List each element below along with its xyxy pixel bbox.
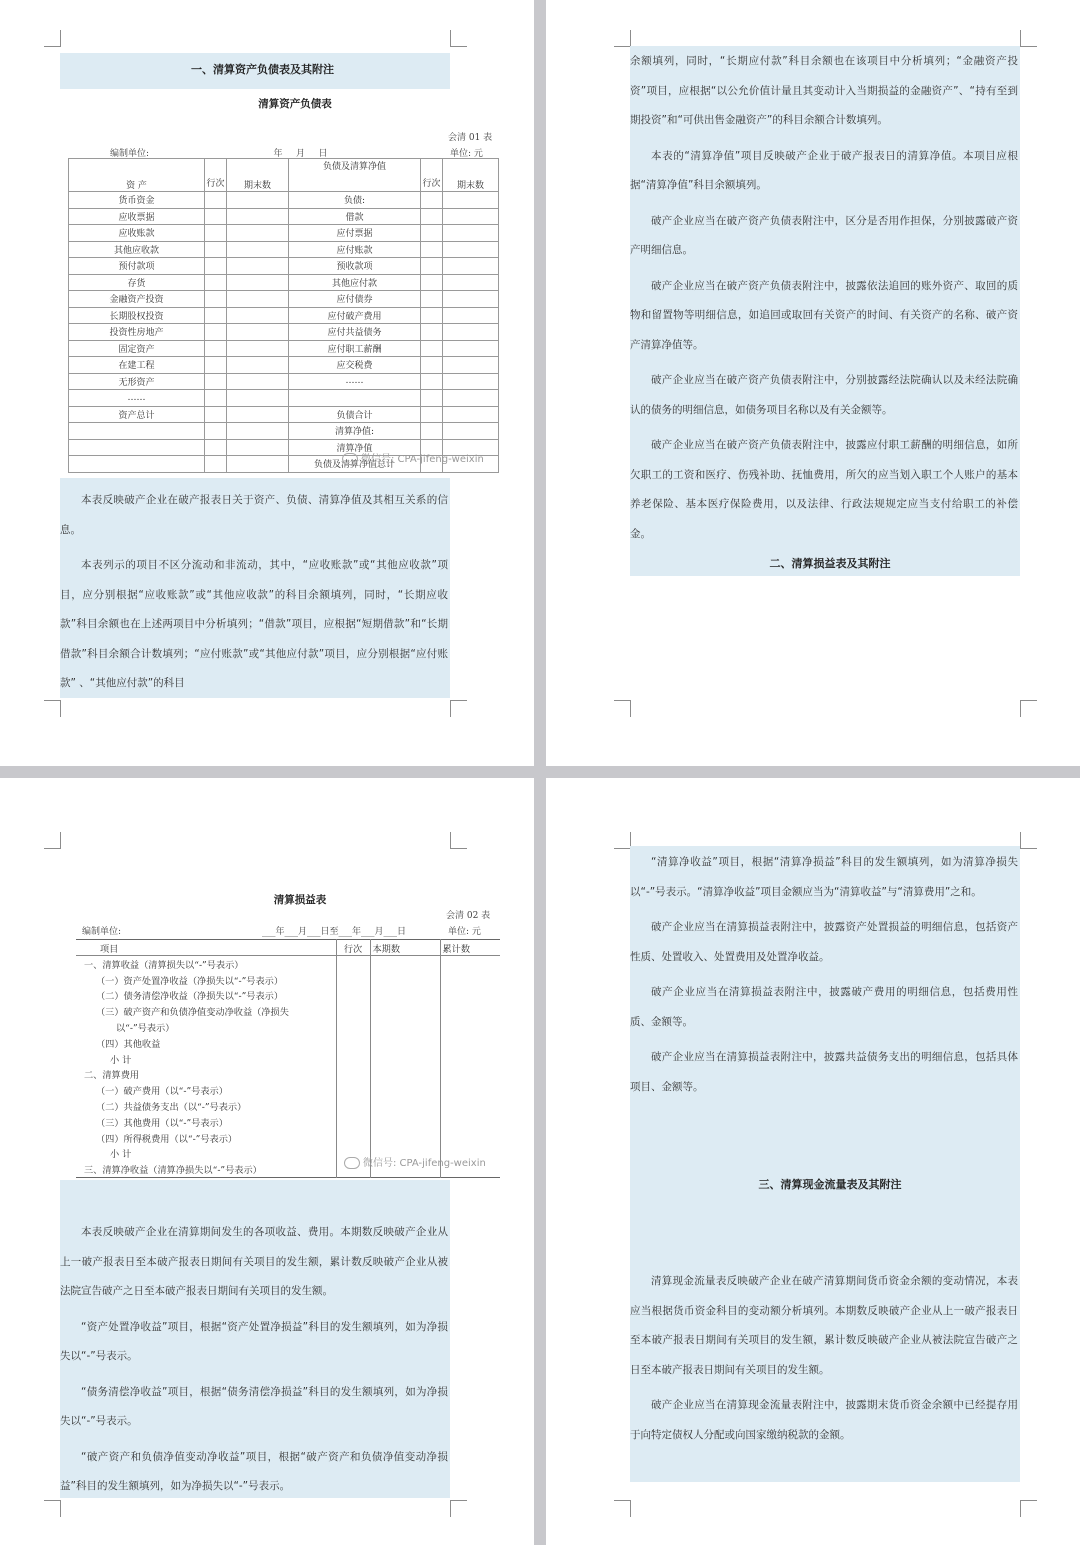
- row-no-cell: [336, 1130, 370, 1146]
- amount-cell: [227, 258, 289, 275]
- asset-item: [69, 423, 205, 440]
- row-no-cell: [205, 340, 227, 357]
- asset-item: 存货: [69, 274, 205, 291]
- liability-item: 应付共益债务: [289, 324, 421, 341]
- paragraph: 本表反映破产企业在清算期间发生的各项收益、费用。本期数反映破产企业从上一破产报表日至本破产报表日期间有关项目的发生额，累计数反映破产企业从被法院宣告破产之日至本破产报表日期间有关项目的发生额。: [60, 1226, 448, 1297]
- crop-mark: [614, 832, 631, 849]
- row-no-cell: [205, 241, 227, 258]
- income-statement-table: [76, 939, 500, 1178]
- crop-mark: [450, 700, 467, 717]
- row-no-cell: [421, 274, 443, 291]
- header-current: 本期数: [370, 940, 440, 956]
- row-no-cell: [205, 423, 227, 440]
- amount-cell: [227, 225, 289, 242]
- table-row: [76, 1067, 500, 1083]
- asset-item: 在建工程: [69, 357, 205, 374]
- page-1: [0, 0, 534, 766]
- paragraph: 余额填列，同时，“长期应付款”科目余额也在该项目中分析填列；“金融资产投资”项目，应根据“以公允价值计量且其变动计入当期损益的金融资产”、“持有至到期投资”和“可供出售金融资产”的科目余额合计数填列。: [630, 55, 1018, 126]
- watermark-text: 微信号: CPA-jifeng-weixin: [363, 1158, 486, 1169]
- form-code: 会清 01 表: [448, 133, 493, 143]
- current-cell: [370, 1114, 440, 1130]
- row-no-cell: [421, 241, 443, 258]
- table-row: [76, 1019, 500, 1035]
- liability-item: 应付票据: [289, 225, 421, 242]
- row-no-cell: [421, 340, 443, 357]
- crop-mark: [44, 832, 61, 849]
- asset-item: 应收账款: [69, 225, 205, 242]
- row-no-cell: [421, 192, 443, 209]
- header-assets: 资 产: [69, 159, 205, 192]
- item-label: （一）破产费用（以“-”号表示）: [96, 1086, 228, 1098]
- table-row: [69, 324, 499, 341]
- amount-cell: [443, 291, 499, 308]
- liability-item: 负债合计: [289, 406, 421, 423]
- cumulative-cell: [440, 1051, 500, 1067]
- amount-cell: [443, 357, 499, 374]
- liability-item: 应付债券: [289, 291, 421, 308]
- balance-sheet-table: [68, 158, 499, 473]
- section-title: 二、清算损益表及其附注: [769, 557, 891, 570]
- amount-cell: [227, 423, 289, 440]
- row-no-cell: [421, 390, 443, 407]
- form-title: 清算资产负债表: [258, 98, 332, 110]
- current-cell: [370, 1051, 440, 1067]
- paragraph: “清算净收益”项目，根据“清算净损益”科目的发生额填列，如为清算净损失以“-”号表示。“清算净收益”项目金额应当为“清算收益”与“清算费用”之和。: [630, 856, 1018, 898]
- amount-cell: [443, 324, 499, 341]
- header-liabilities: 负债及清算净值: [289, 159, 421, 192]
- item-label: 小 计: [110, 1054, 132, 1066]
- crop-mark: [614, 700, 631, 717]
- liability-item: ……: [289, 373, 421, 390]
- crop-mark: [44, 30, 61, 47]
- paragraph: 破产企业应当在清算损益表附注中，披露资产处置损益的明细信息，包括资产性质、处置收入、处置费用及处置净收益。: [630, 921, 1018, 963]
- header-row-no-2: 行次: [421, 159, 443, 192]
- row-no-cell: [421, 406, 443, 423]
- asset-item: 固定资产: [69, 340, 205, 357]
- table-row: [69, 208, 499, 225]
- crop-mark: [450, 1500, 467, 1517]
- amount-cell: [227, 307, 289, 324]
- watermark-text: 微信号: CPA-jifeng-weixin: [361, 454, 484, 465]
- item-label: （二）共益债务支出（以“-”号表示）: [96, 1102, 247, 1114]
- table-row: [69, 423, 499, 440]
- liability-item: 负债:: [289, 192, 421, 209]
- cumulative-cell: [440, 1003, 500, 1019]
- liability-item: 其他应付款: [289, 274, 421, 291]
- row-no-cell: [336, 1114, 370, 1130]
- table-row: [69, 291, 499, 308]
- row-no-cell: [205, 225, 227, 242]
- table-row: [76, 1082, 500, 1098]
- table-row: [76, 1003, 500, 1019]
- row-no-cell: [205, 192, 227, 209]
- row-no-cell: [205, 406, 227, 423]
- row-no-cell: [205, 208, 227, 225]
- paragraph: 本表反映破产企业在破产报表日关于资产、负债、清算净值及其相互关系的信息。: [60, 494, 448, 536]
- row-no-cell: [205, 357, 227, 374]
- amount-cell: [227, 340, 289, 357]
- amount-cell: [443, 241, 499, 258]
- table-row: [69, 307, 499, 324]
- paragraph: 清算现金流量表反映破产企业在破产清算期间货币资金余额的变动情况，本表应当根据货币资金科目的变动额分析填列。本期数反映破产企业从上一破产报表日至本破产报表日期间有关项目的发生额，累计数反映破产企业从被法院宣告破产之日至本破产报表日期间有关项目的发生额。: [630, 1275, 1018, 1376]
- liability-item: 应交税费: [289, 357, 421, 374]
- amount-cell: [443, 208, 499, 225]
- amount-cell: [443, 225, 499, 242]
- wechat-icon: [344, 1157, 360, 1169]
- currency-label: 单位: 元: [450, 149, 483, 159]
- amount-cell: [443, 406, 499, 423]
- row-no-cell: [205, 324, 227, 341]
- body-text-b: [630, 1267, 1018, 1456]
- table-row: [69, 373, 499, 390]
- crop-mark: [614, 1500, 631, 1517]
- table-row: [69, 225, 499, 242]
- date-label: ___年___月___日至___年___月___日: [262, 927, 407, 937]
- paragraph: 破产企业应当在破产资产负债表附注中，区分是否用作担保，分别披露破产资产明细信息。: [630, 214, 1018, 256]
- asset-item: 资产总计: [69, 406, 205, 423]
- item-label: 以“-”号表示）: [116, 1023, 175, 1035]
- item-label: （一）资产处置净收益（净损失以“-”号表示）: [96, 975, 284, 987]
- row-no-cell: [336, 1003, 370, 1019]
- body-text: [60, 1218, 448, 1508]
- table-row: [69, 274, 499, 291]
- amount-cell: [227, 208, 289, 225]
- paragraph: 破产企业应当在清算损益表附注中，披露破产费用的明细信息，包括费用性质、金额等。: [630, 986, 1018, 1028]
- body-text: [630, 47, 1018, 555]
- cumulative-cell: [440, 1067, 500, 1083]
- current-cell: [370, 1003, 440, 1019]
- crop-mark: [44, 1500, 61, 1517]
- row-no-cell: [336, 988, 370, 1004]
- current-cell: [370, 1067, 440, 1083]
- item-label: （三）破产资产和负债净值变动净收益（净损失: [96, 1007, 289, 1019]
- watermark: [342, 450, 484, 465]
- cumulative-cell: [440, 1130, 500, 1146]
- header-period-end-2: 期末数: [443, 159, 499, 192]
- table-row: [76, 988, 500, 1004]
- amount-cell: [227, 373, 289, 390]
- current-cell: [370, 956, 440, 972]
- row-no-cell: [205, 439, 227, 456]
- asset-item: ……: [69, 390, 205, 407]
- current-cell: [370, 988, 440, 1004]
- row-no-cell: [421, 324, 443, 341]
- paragraph: “债务清偿净收益”项目，根据“债务清偿净损益”科目的发生额填列，如为净损失以“-”号表示。: [60, 1385, 448, 1427]
- item-label: 一、清算收益（清算损失以“-”号表示）: [84, 959, 244, 971]
- row-no-cell: [205, 291, 227, 308]
- current-cell: [370, 1019, 440, 1035]
- amount-cell: [443, 192, 499, 209]
- row-no-cell: [336, 1051, 370, 1067]
- asset-item: 长期股权投资: [69, 307, 205, 324]
- table-row: [76, 972, 500, 988]
- paragraph: 破产企业应当在破产资产负债表附注中，披露依法追回的账外资产、取回的质物和留置物等明细信息，如追回或取回有关资产的时间、有关资产的名称、破产资产清算净值等。: [630, 279, 1018, 351]
- asset-item: 投资性房地产: [69, 324, 205, 341]
- cumulative-cell: [440, 1082, 500, 1098]
- amount-cell: [443, 340, 499, 357]
- row-no-cell: [421, 258, 443, 275]
- header-row-no: 行次: [205, 159, 227, 192]
- table-row: [69, 192, 499, 209]
- item-label: 三、清算净收益（清算净损失以“-”号表示）: [84, 1165, 262, 1177]
- row-no-cell: [336, 1019, 370, 1035]
- wechat-icon: [342, 453, 358, 465]
- table-header-row: [69, 159, 499, 192]
- body-text-a: [630, 848, 1018, 1108]
- row-no-cell: [336, 972, 370, 988]
- table-row: [69, 340, 499, 357]
- amount-cell: [227, 241, 289, 258]
- item-label: （四）所得税费用（以“-”号表示）: [96, 1133, 238, 1145]
- current-cell: [370, 1035, 440, 1051]
- liability-item: 应付破产费用: [289, 307, 421, 324]
- section-title: 一、清算资产负债表及其附注: [191, 63, 334, 76]
- liability-item: 应付职工薪酬: [289, 340, 421, 357]
- table-row: [76, 1130, 500, 1146]
- paragraph: 破产企业应当在破产资产负债表附注中，披露应付职工薪酬的明细信息，如所欠职工的工资和医疗、伤残补助、抚恤费用，所欠的应当划入职工个人账户的基本养老保险、基本医疗保险费用，以及法律、行政法规规定应当支付给职工的补偿金。: [630, 439, 1018, 540]
- date-label: ___年___月___日: [260, 149, 328, 159]
- asset-item: 货币资金: [69, 192, 205, 209]
- crop-mark: [1020, 832, 1037, 849]
- asset-item: [69, 456, 205, 473]
- cumulative-cell: [440, 1098, 500, 1114]
- crop-mark: [1020, 1500, 1037, 1517]
- asset-item: 预付款项: [69, 258, 205, 275]
- item-label: （二）债务清偿净收益（净损失以“-”号表示）: [96, 991, 284, 1003]
- currency-label: 单位: 元: [448, 927, 481, 937]
- liability-item: 负债及清算净值总计: [289, 456, 421, 473]
- page-2: [546, 0, 1080, 766]
- table-row: [76, 1035, 500, 1051]
- current-cell: [370, 1098, 440, 1114]
- row-no-cell: [421, 291, 443, 308]
- table-row: [69, 357, 499, 374]
- liability-item: 清算净值: [289, 439, 421, 456]
- row-no-cell: [336, 1098, 370, 1114]
- row-no-cell: [336, 1082, 370, 1098]
- table-row: [69, 406, 499, 423]
- current-cell: [370, 1130, 440, 1146]
- section-title: 三、清算现金流量表及其附注: [758, 1178, 902, 1191]
- amount-cell: [227, 439, 289, 456]
- row-no-cell: [421, 357, 443, 374]
- paragraph: 破产企业应当在破产资产负债表附注中，分别披露经法院确认以及未经法院确认的债务的明细信息，如债务项目名称以及有关金额等。: [630, 374, 1018, 416]
- paragraph: “资产处置净收益”项目，根据“资产处置净损益”科目的发生额填列，如为净损失以“-”号表示。: [60, 1320, 448, 1362]
- table-row: [69, 241, 499, 258]
- form-title: 清算损益表: [273, 894, 327, 906]
- item-label: 二、清算费用: [84, 1070, 140, 1082]
- body-text: [60, 486, 448, 705]
- table-header-row: [76, 940, 500, 956]
- paragraph: 本表的“清算净值”项目反映破产企业于破产报表日的清算净值。本项目应根据“清算净值”科目余额填列。: [630, 149, 1018, 191]
- row-no-cell: [421, 423, 443, 440]
- row-no-cell: [336, 1035, 370, 1051]
- liability-item: 借款: [289, 208, 421, 225]
- amount-cell: [227, 192, 289, 209]
- liability-item: 清算净值:: [289, 423, 421, 440]
- amount-cell: [227, 390, 289, 407]
- amount-cell: [443, 423, 499, 440]
- header-cumulative: 累计数: [440, 940, 500, 956]
- header-item: 项目: [76, 940, 336, 956]
- amount-cell: [443, 274, 499, 291]
- crop-mark: [44, 700, 61, 717]
- row-no-cell: [205, 373, 227, 390]
- row-no-cell: [421, 208, 443, 225]
- amount-cell: [227, 357, 289, 374]
- cumulative-cell: [440, 956, 500, 972]
- paragraph: 破产企业应当在清算现金流量表附注中，披露期末货币资金余额中已经提存用于向特定债权人分配或向国家缴纳税款的金额。: [630, 1399, 1018, 1441]
- item-label: （三）其他费用（以“-”号表示）: [96, 1117, 228, 1129]
- row-no-cell: [205, 390, 227, 407]
- unit-label: 编制单位:: [110, 149, 150, 159]
- current-cell: [370, 972, 440, 988]
- table-row: [76, 1098, 500, 1114]
- asset-item: 应收票据: [69, 208, 205, 225]
- row-no-cell: [205, 274, 227, 291]
- asset-item: 金融资产投资: [69, 291, 205, 308]
- amount-cell: [227, 406, 289, 423]
- cumulative-cell: [440, 1019, 500, 1035]
- item-label: （四）其他收益: [96, 1038, 161, 1050]
- amount-cell: [227, 324, 289, 341]
- paragraph: 破产企业应当在清算损益表附注中，披露共益债务支出的明细信息，包括具体项目、金额等。: [630, 1051, 1018, 1093]
- crop-mark: [1020, 30, 1037, 47]
- asset-item: [69, 439, 205, 456]
- row-no-cell: [421, 307, 443, 324]
- crop-mark: [450, 30, 467, 47]
- amount-cell: [443, 307, 499, 324]
- crop-mark: [614, 30, 631, 47]
- current-cell: [370, 1082, 440, 1098]
- cumulative-cell: [440, 972, 500, 988]
- row-no-cell: [336, 956, 370, 972]
- amount-cell: [227, 456, 289, 473]
- row-no-cell: [336, 1067, 370, 1083]
- crop-mark: [1020, 700, 1037, 717]
- row-no-cell: [205, 307, 227, 324]
- item-label: 小 计: [110, 1149, 132, 1161]
- row-no-cell: [421, 225, 443, 242]
- table-row: [76, 1114, 500, 1130]
- amount-cell: [443, 373, 499, 390]
- paragraph: “破产资产和负债净值变动净收益”项目，根据“破产资产和负债净值变动净损益”科目的发生额填列，如为净损失以“-”号表示。: [60, 1450, 448, 1492]
- row-no-cell: [421, 373, 443, 390]
- amount-cell: [227, 274, 289, 291]
- header-row-no: 行次: [336, 940, 370, 956]
- header-period-end: 期末数: [227, 159, 289, 192]
- table-row: [69, 258, 499, 275]
- liability-item: 预收款项: [289, 258, 421, 275]
- table-row: [76, 1051, 500, 1067]
- unit-label: 编制单位:: [82, 927, 122, 937]
- cumulative-cell: [440, 988, 500, 1004]
- asset-item: 无形资产: [69, 373, 205, 390]
- row-no-cell: [205, 456, 227, 473]
- amount-cell: [443, 258, 499, 275]
- cumulative-cell: [440, 1035, 500, 1051]
- cumulative-cell: [440, 1114, 500, 1130]
- page-4: [546, 778, 1080, 1545]
- table-row: [69, 390, 499, 407]
- asset-item: 其他应收款: [69, 241, 205, 258]
- liability-item: [289, 390, 421, 407]
- page-3: [0, 778, 534, 1545]
- crop-mark: [450, 832, 467, 849]
- row-no-cell: [205, 258, 227, 275]
- paragraph: 本表列示的项目不区分流动和非流动，其中，“应收账款”或“其他应收款”项目，应分别根据“应收账款”或“其他应收款”的科目余额填列，同时，“长期应收款”科目余额也在上述两项目中分析填列；“借款”项目，应根据“短期借款”和“长期借款”科目余额合计数填列；“应付账款”或“其他应付款”项目，应分别根据“应付账款” 、“其他应付款”的科目: [60, 559, 448, 689]
- table-row: [76, 956, 500, 972]
- liability-item: 应付账款: [289, 241, 421, 258]
- amount-cell: [227, 291, 289, 308]
- amount-cell: [443, 390, 499, 407]
- watermark: [344, 1154, 486, 1169]
- form-code: 会清 02 表: [446, 911, 491, 921]
